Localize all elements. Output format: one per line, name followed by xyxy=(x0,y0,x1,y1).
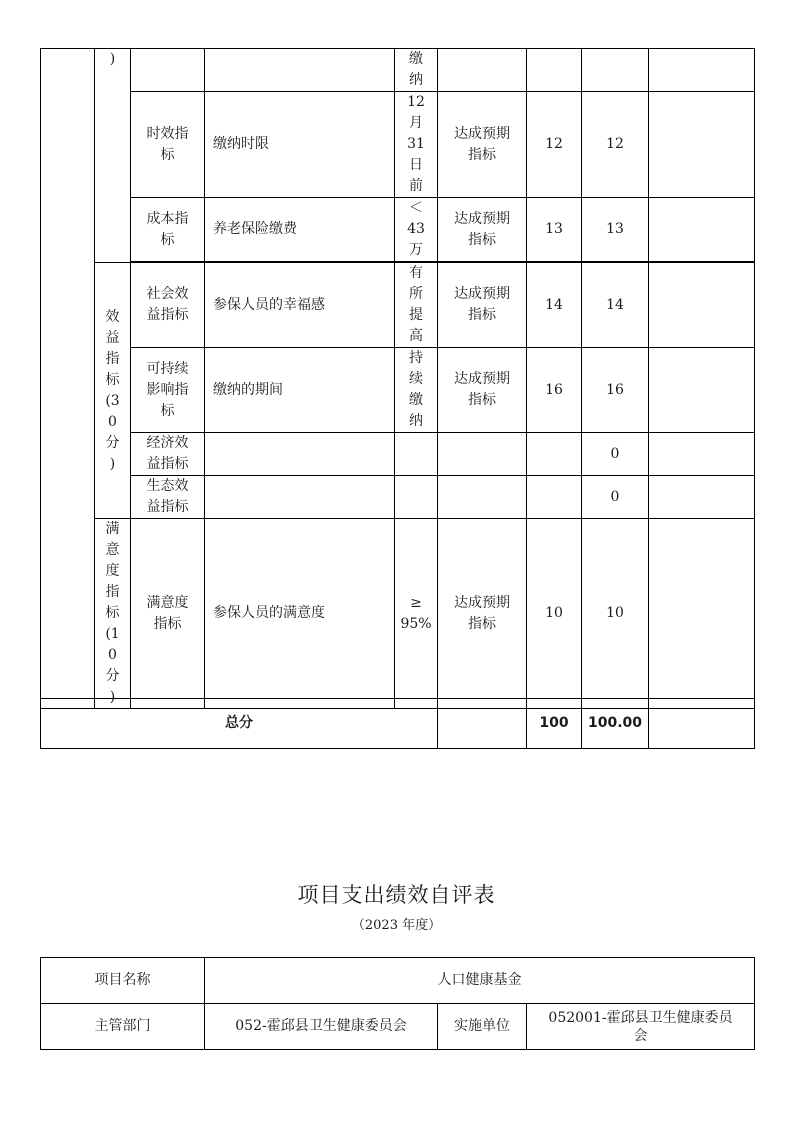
table-row xyxy=(41,198,755,262)
indicator-score: 13 xyxy=(582,198,649,262)
indicator-detail: 参保人员的满意度 xyxy=(205,519,395,709)
indicator-weight: 16 xyxy=(527,348,582,433)
indicator-detail: 参保人员的幸福感 xyxy=(205,263,395,348)
total-weight: 100 xyxy=(527,699,582,749)
indicator-cell xyxy=(131,49,205,92)
total-label: 总分 xyxy=(41,699,438,749)
category-tail-text: ) xyxy=(109,51,116,67)
benefit-category: 效 益 指 标 (3 0 分 ) xyxy=(95,263,131,519)
indicator-name: 可持续 影响指 标 xyxy=(131,348,205,433)
indicator-weight: 13 xyxy=(527,198,582,262)
indicator-target: 持 续 缴 纳 xyxy=(395,348,438,433)
remark-cell xyxy=(649,92,755,198)
indicator-weight xyxy=(527,433,582,476)
remark-cell xyxy=(649,348,755,433)
performance-indicator-table xyxy=(40,48,755,709)
indicator-score: 12 xyxy=(582,92,649,198)
remark-cell xyxy=(649,433,755,476)
table-row xyxy=(41,92,755,198)
dept-value: 052-霍邱县卫生健康委员会 xyxy=(205,1004,438,1050)
indicator-status: 达成预期 指标 xyxy=(438,92,527,198)
indicator-status xyxy=(438,433,527,476)
total-status-cell xyxy=(438,699,527,749)
indicator-target: 有 所 提 高 xyxy=(395,263,438,348)
total-row xyxy=(41,699,755,749)
table-row xyxy=(41,519,755,709)
indicator-name: 成本指 标 xyxy=(131,198,205,262)
remark-cell xyxy=(649,476,755,519)
project-name-value: 人口健康基金 xyxy=(205,958,755,1004)
total-score: 100.00 xyxy=(582,699,649,749)
table-row xyxy=(41,49,755,92)
project-info-table xyxy=(40,957,755,1050)
indicator-target: 12 月 31 日 前 xyxy=(395,92,438,198)
indicator-detail: 养老保险缴费 xyxy=(205,198,395,262)
indicator-score: 14 xyxy=(582,263,649,348)
indicator-score: 10 xyxy=(582,519,649,709)
weight-cell xyxy=(527,49,582,92)
year-subtitle: （2023 年度） xyxy=(351,918,442,933)
detail-cell xyxy=(205,49,395,92)
project-name-label: 项目名称 xyxy=(41,958,205,1004)
indicator-score: 0 xyxy=(582,433,649,476)
indicator-name: 经济效 益指标 xyxy=(131,433,205,476)
dept-label: 主管部门 xyxy=(41,1004,205,1050)
indicator-target: ≥ 95% xyxy=(395,519,438,709)
indicator-weight xyxy=(527,476,582,519)
remark-cell xyxy=(649,263,755,348)
indicator-status: 达成预期 指标 xyxy=(438,348,527,433)
table-row xyxy=(41,348,755,433)
score-cell xyxy=(582,49,649,92)
indicator-name: 生态效 益指标 xyxy=(131,476,205,519)
indicator-status xyxy=(438,476,527,519)
indicator-name: 满意度 指标 xyxy=(131,519,205,709)
indicator-target xyxy=(395,433,438,476)
target-value: 缴 纳 xyxy=(409,51,423,88)
level1-category-cell xyxy=(41,49,95,709)
remark-cell xyxy=(649,49,755,92)
impl-label: 实施单位 xyxy=(438,1004,527,1050)
indicator-detail xyxy=(205,433,395,476)
total-table xyxy=(40,698,755,749)
satisfaction-category: 满 意 度 指 标 (1 0 分 ) xyxy=(95,519,131,709)
page-title: 项目支出绩效自评表 xyxy=(297,883,496,907)
table-row xyxy=(41,263,755,348)
indicator-status: 达成预期 指标 xyxy=(438,198,527,262)
table-row xyxy=(41,476,755,519)
indicator-score: 0 xyxy=(582,476,649,519)
indicator-name: 时效指 标 xyxy=(131,92,205,198)
total-remark-cell xyxy=(649,699,755,749)
indicator-status: 达成预期 指标 xyxy=(438,263,527,348)
impl-value: 052001-霍邱县卫生健康委员 会 xyxy=(527,1004,755,1050)
indicator-detail: 缴纳时限 xyxy=(205,92,395,198)
indicator-name: 社会效 益指标 xyxy=(131,263,205,348)
indicator-weight: 14 xyxy=(527,263,582,348)
remark-cell xyxy=(649,519,755,709)
indicator-score: 16 xyxy=(582,348,649,433)
table-row xyxy=(41,433,755,476)
indicator-weight: 10 xyxy=(527,519,582,709)
indicator-target: ＜ 43 万 xyxy=(395,198,438,262)
indicator-status: 达成预期 指标 xyxy=(438,519,527,709)
remark-cell xyxy=(649,198,755,262)
table-row xyxy=(41,1004,755,1050)
indicator-detail: 缴纳的期间 xyxy=(205,348,395,433)
indicator-weight: 12 xyxy=(527,92,582,198)
indicator-target xyxy=(395,476,438,519)
target-cell xyxy=(395,49,438,92)
status-cell xyxy=(438,49,527,92)
indicator-detail xyxy=(205,476,395,519)
cost-category-tail-cell xyxy=(95,49,131,263)
table-row xyxy=(41,958,755,1004)
